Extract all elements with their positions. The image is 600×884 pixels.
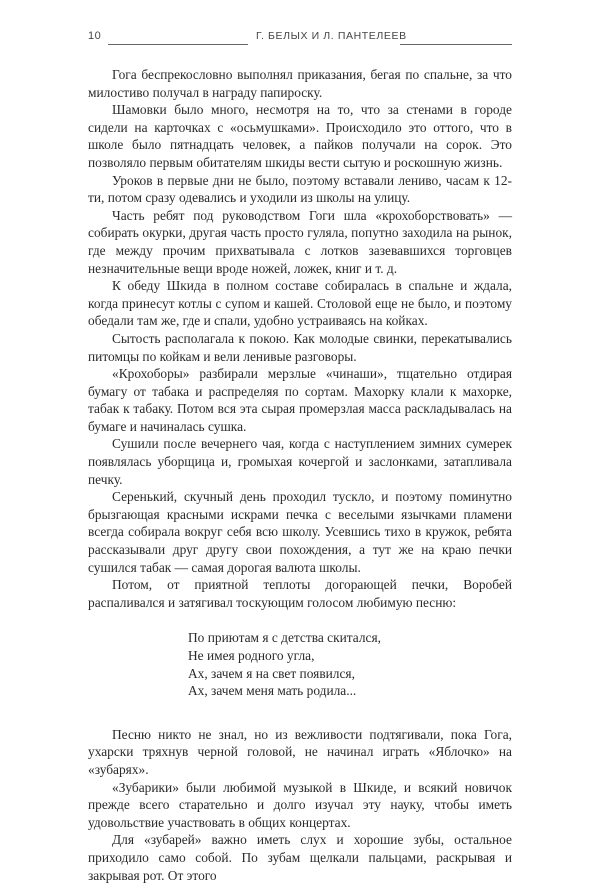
paragraph: Часть ребят под руководством Гоги шла «крохоборствовать» — собирать окурки, другая часть просто гуляла, попутно заходила на рынок, где между прочим прихватывала с лотков зазевавшихся торговцев незначительные вещи вроде ножей, ложек, книг и т. д. [88,207,512,276]
paragraph: Сытость располагала к покою. Как молодые свинки, перекатывались питомцы по койкам и вели ленивые разговоры. [88,330,512,364]
verse-line: Ах, зачем меня мать родила... [188,683,357,699]
paragraph: Для «зубарей» важно иметь слух и хорошие зубы, остальное приходило само собой. По зубам щелкали пальцами, раскрывая и закрывая рот. От этого [88,832,512,883]
paragraph: К обеду Шкида в полном составе собиралась в спальне и ждала, когда принесут котлы с супом и кашей. Столовой еще не было, и поэтому обедали там же, где и спали, удобно устраиваясь на койках. [88,278,512,329]
verse-line: Не имея родного угла, [188,648,315,663]
paragraph: Серенький, скучный день проходил тускло, и поэтому поминутно брызгающая красными искрами печка с веселыми язычками пламени всегда собирала вокруг себя всю школу. Усевшись тихо в кружок, ребята рассказывали друг другу свои похождения, а тут же на краю печки сушился табак — самая дорогая валюта школы. [88,489,512,575]
body-text [88,66,512,884]
song-verse [188,629,512,699]
paragraph: Сушили после вечернего чая, когда с наступлением зимних сумерек появлялась уборщица и, громыхая кочергой и заслонками, затапливала печку. [88,436,512,487]
paragraph: Песню никто не знал, но из вежливости подтягивали, пока Гога, ухарски тряхнув черной головой, не начинал играть «Яблочко» на «зубарях». [88,726,512,777]
paragraph: Потом, от приятной теплоты догорающей печки, Воробей распаливался и затягивал тоскующим голосом любимую песню: [88,577,512,610]
header-rule-left [108,44,248,45]
verse-line: Ах, зачем я на свет появился, [188,665,355,681]
page-number: 10 [88,30,102,42]
header-rule-right [400,44,512,45]
paragraph: Уроков в первые дни не было, поэтому вставали лениво, часам к 12-ти, потом сразу одевались и уходили из школы на улицу. [88,172,512,206]
running-title: Г. БЕЛЫХ И Л. ПАНТЕЛЕЕВ [256,30,407,42]
paragraph: Шамовки было много, несмотря на то, что за стенами в городе сидели на карточках с «осьмушками». Происходило это оттого, что в школе было пятнадцать человек, а пайков получали на сорок. Это позволяло первым обитателям шкиды вести сытую и роскошную жизнь. [88,102,512,170]
running-head [88,30,512,50]
paragraph: «Зубарики» были любимой музыкой в Шкиде, и всякий новичок прежде всего старательно и долго изучал эту науку, чтобы иметь удовольствие участвовать в общих концертах. [88,779,512,830]
paragraph: Гога беспрекословно выполнял приказания, бегая по спальне, за что милостиво получал в награду папироску. [88,67,512,100]
verse-line: По приютам я с детства скитался, [188,630,381,646]
paragraph: «Крохоборы» разбирали мерзлые «чинаши», тщательно отдирая бумагу от табака и распределяя по сортам. Махорку клали к махорке, табак к табаку. Потом вся эта сырая промерзлая масса раскладывалась на бумаге и начиналась сушка. [88,366,512,434]
